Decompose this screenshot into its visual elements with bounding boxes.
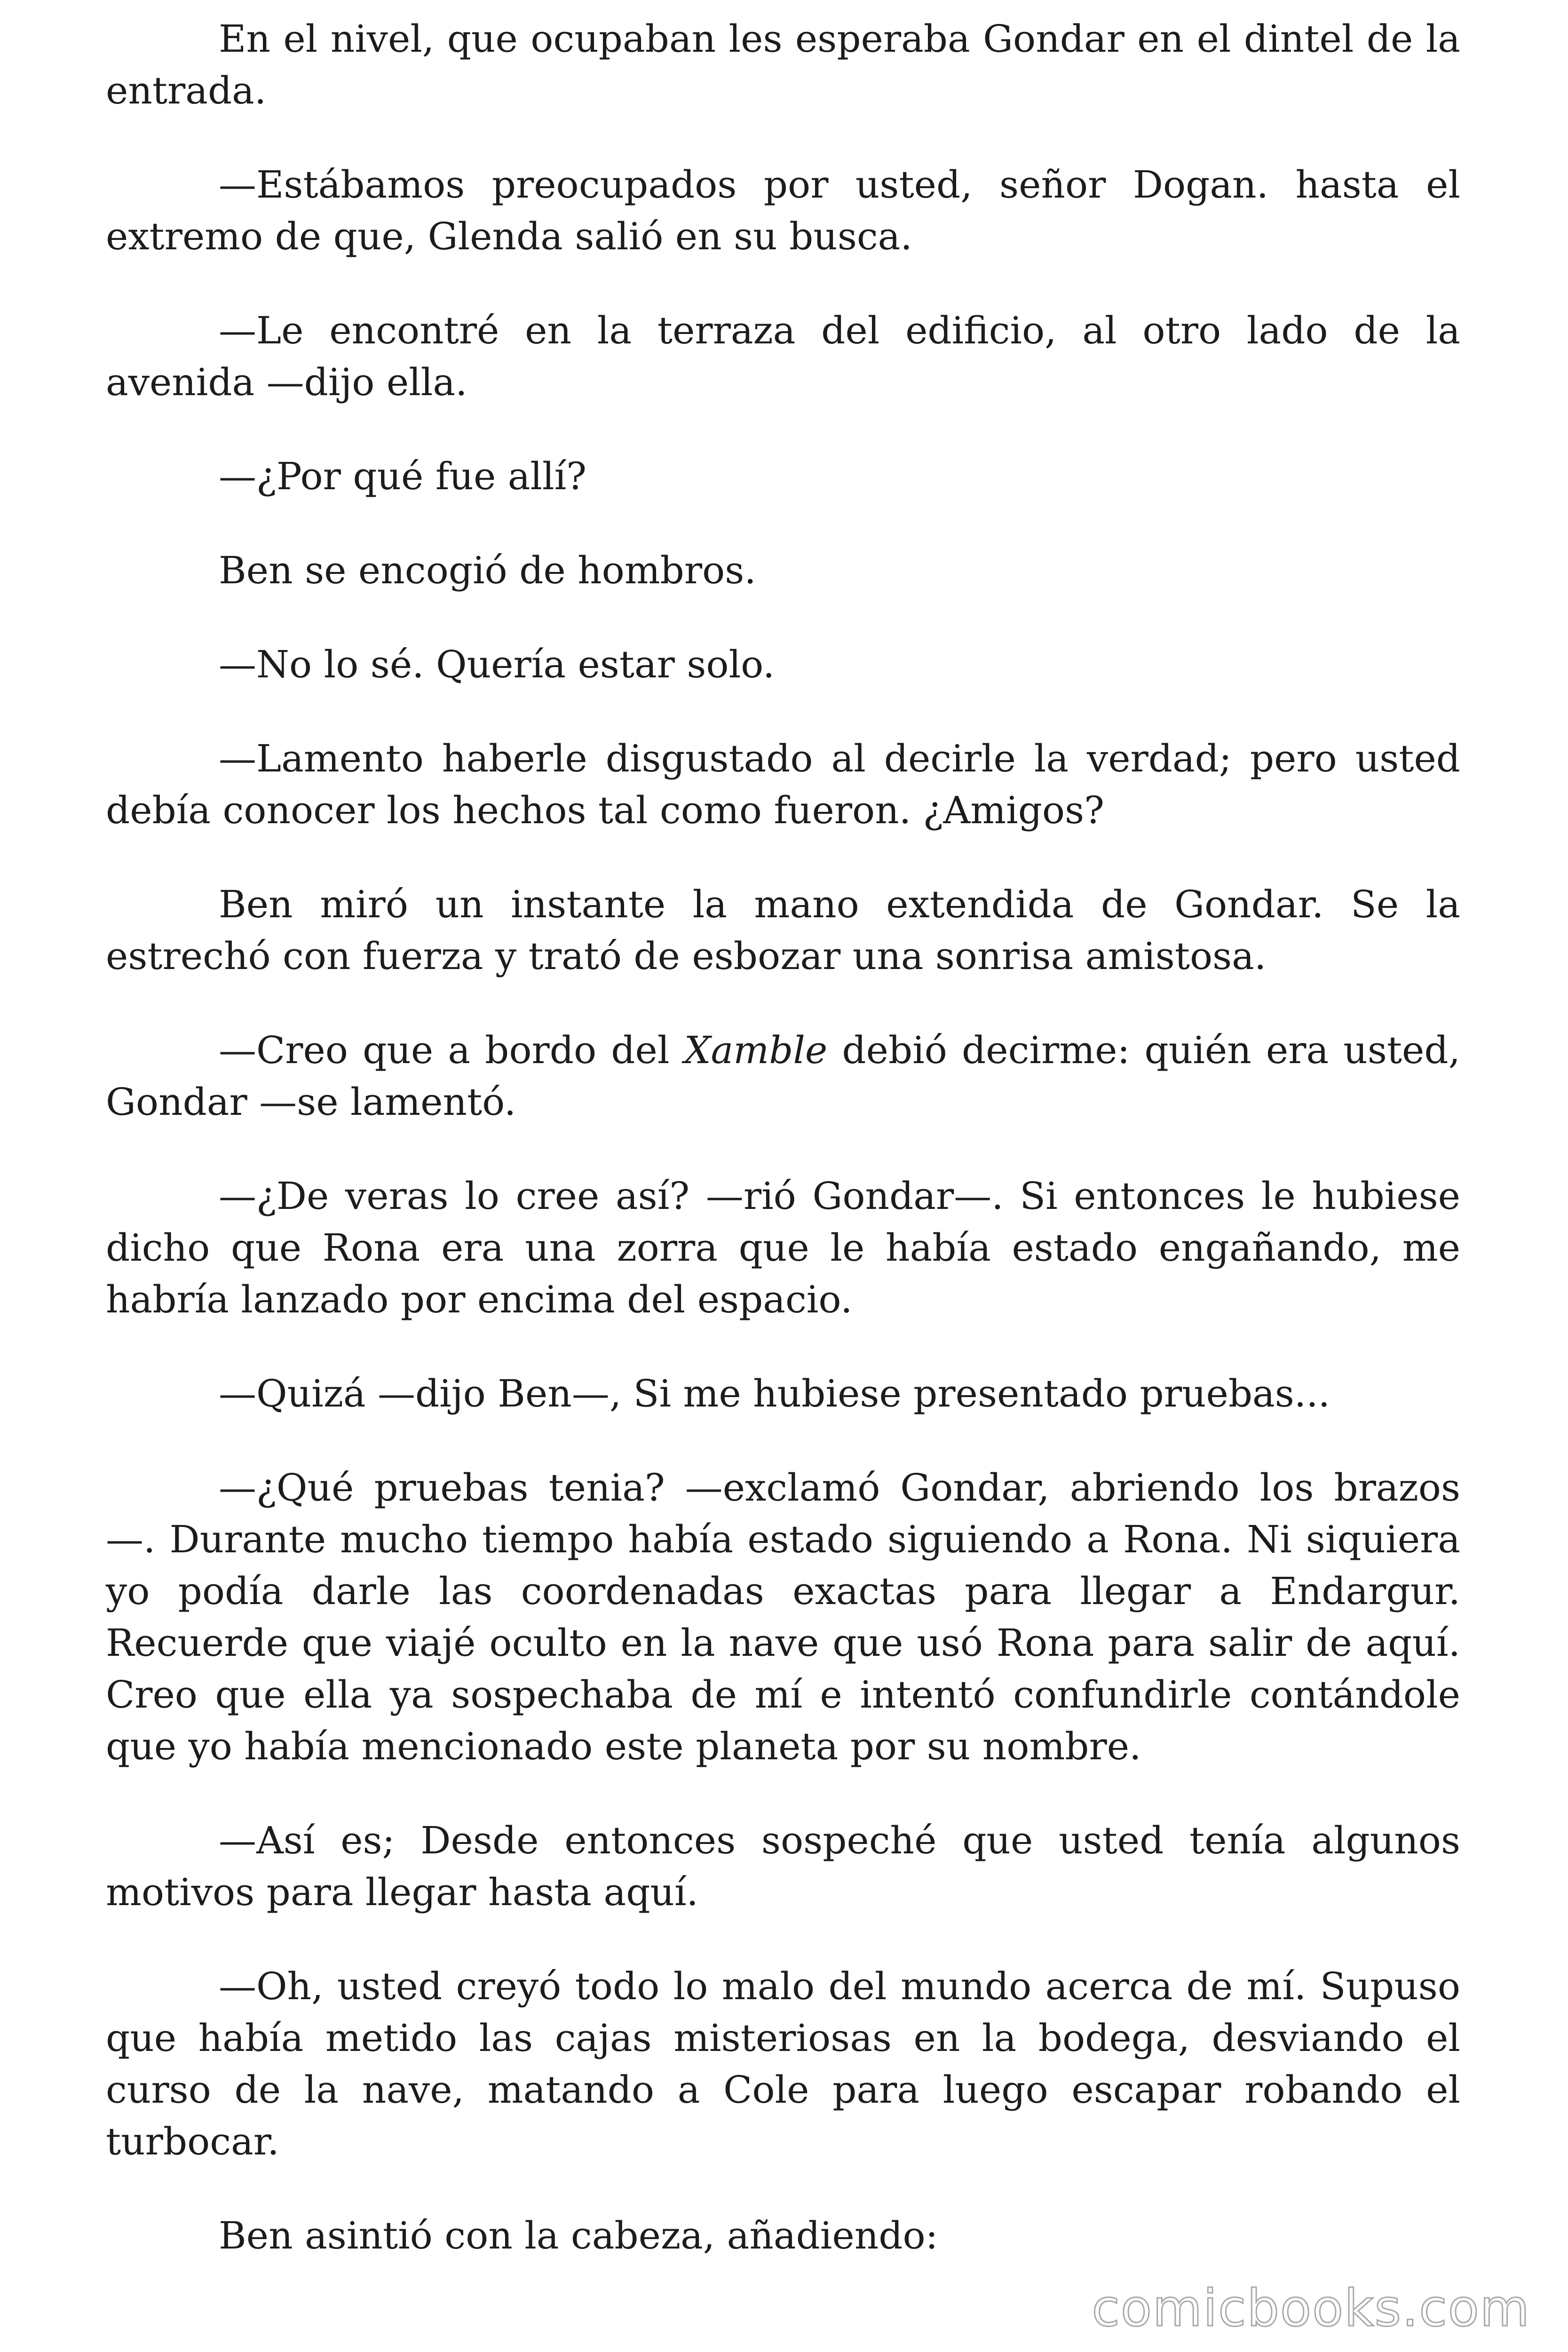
book-page [106,13,1460,2262]
paragraph-text: —No lo sé. Quería estar solo. [219,643,775,686]
paragraph [106,1025,1460,1128]
paragraph [106,733,1460,836]
paragraph-text: Ben miró un instante la mano extendida de Gondar. Se la estrechó con fuerza y trató de esbozar una sonrisa amistosa. [106,882,1460,978]
paragraph-text: —Quizá —dijo Ben—, Si me hubiese presentado pruebas... [219,1372,1330,1415]
paragraph [106,305,1460,408]
paragraph [106,1170,1460,1326]
watermark-logo: comicbooks.com [1092,2279,1530,2338]
paragraph-text: —Creo que a bordo del [219,1028,684,1072]
paragraph [106,451,1460,502]
paragraph [106,1368,1460,1420]
paragraph-text: —Así es; Desde entonces sospeché que usted tenía algunos motivos para llegar hasta aquí. [106,1819,1460,1914]
paragraph-text: debió decirme: quién era usted, Gondar —se lamentó. [106,1028,1461,1124]
paragraph [106,1961,1460,2168]
paragraph [106,1462,1460,1772]
paragraph-text: —¿Qué pruebas tenia? —exclamó Gondar, abriendo los brazos —. Durante mucho tiempo había estado siguiendo a Rona. Ni siquiera yo podía darle las coordenadas exactas para llegar a Endargur. Recuerde que viajé oculto en la nave que usó Rona para salir de aquí. Creo que ella ya sospechaba de mí e intentó confundirle contándole que yo había mencionado este planeta por su nombre. [106,1466,1460,1768]
paragraph-text: —Estábamos preocupados por usted, señor Dogan. hasta el extremo de que, Glenda salió en su busca. [106,163,1460,258]
paragraph [106,159,1460,262]
paragraph-text: Ben asintió con la cabeza, añadiendo: [219,2214,938,2257]
paragraph-text: —Oh, usted creyó todo lo malo del mundo acerca de mí. Supuso que había metido las cajas misteriosas en la bodega, desviando el curso de la nave, matando a Cole para luego escapar robando el turbocar. [106,1964,1460,2163]
paragraph [106,2210,1460,2262]
ship-name-italic: Xamble [684,1028,828,1072]
paragraph-text: —Lamento haberle disgustado al decirle la verdad; pero usted debía conocer los hechos tal como fueron. ¿Amigos? [106,737,1460,832]
paragraph [106,13,1460,117]
paragraph [106,1815,1460,1918]
paragraph [106,545,1460,596]
paragraph-text: En el nivel, que ocupaban les esperaba Gondar en el dintel de la entrada. [106,17,1460,112]
paragraph-text: —¿Por qué fue allí? [219,454,587,498]
paragraph-text: —Le encontré en la terraza del edificio, al otro lado de la avenida —dijo ella. [106,309,1460,404]
paragraph-text: Ben se encogió de hombros. [219,548,756,592]
paragraph [106,639,1460,691]
paragraph [106,879,1460,982]
paragraph-text: —¿De veras lo cree así? —rió Gondar—. Si entonces le hubiese dicho que Rona era una zorra que le había estado engañando, me habría lanzado por encima del espacio. [106,1174,1460,1321]
